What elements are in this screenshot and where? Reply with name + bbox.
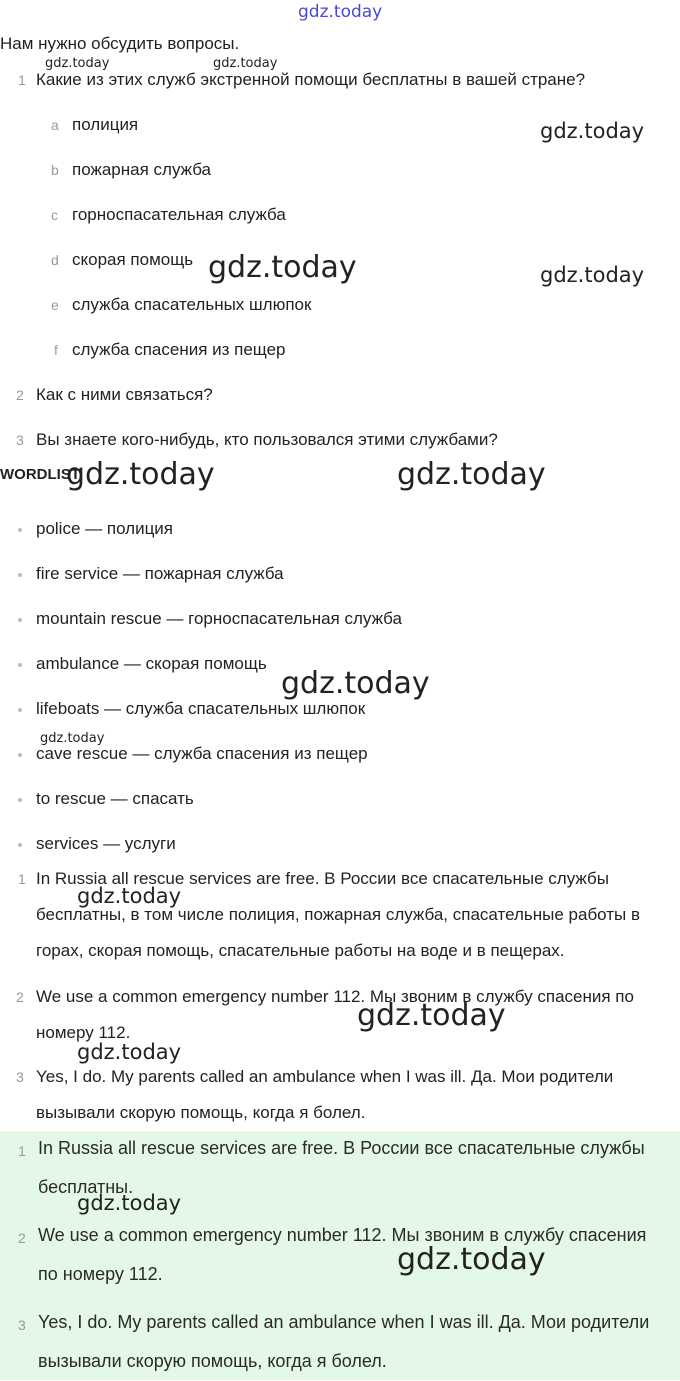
option-text: скорая помощь bbox=[72, 250, 194, 269]
option-text: горноспасательная служба bbox=[72, 205, 286, 224]
wordlist-item: services — услуги bbox=[36, 834, 176, 853]
site-watermark: gdz.today bbox=[213, 56, 278, 71]
bullet-icon bbox=[18, 843, 22, 847]
answer-text: In Russia all rescue services are free. В России все спасательные службы бесплатны, в том числе полиция, пожарная служба, спасательные работы в горах, скорая помощь, спасательные работы на воде и в пещерах. bbox=[36, 869, 641, 960]
question-number: 2 bbox=[16, 387, 24, 403]
site-watermark: gdz.today bbox=[397, 457, 546, 492]
question-text: Как с ними связаться? bbox=[36, 385, 213, 404]
site-watermark: gdz.today bbox=[77, 1040, 182, 1064]
short-answer-text: In Russia all rescue services are free. В России все спасательные службы бесплатны. bbox=[38, 1138, 645, 1197]
option-letter: a bbox=[51, 117, 59, 133]
option-letter: e bbox=[51, 297, 59, 313]
wordlist-item: to rescue — спасать bbox=[36, 789, 194, 808]
option-text: служба спасательных шлюпок bbox=[72, 295, 312, 314]
option-text: пожарная служба bbox=[72, 160, 211, 179]
bullet-icon bbox=[18, 528, 22, 532]
wordlist-item: cave rescue — служба спасения из пещер bbox=[36, 744, 368, 763]
option-text: полиция bbox=[72, 115, 139, 134]
site-watermark: gdz.today bbox=[77, 884, 182, 908]
question-number: 3 bbox=[16, 432, 24, 448]
wordlist-item: ambulance — скорая помощь bbox=[36, 654, 267, 673]
site-watermark: gdz.today bbox=[540, 263, 645, 287]
bullet-icon bbox=[18, 618, 22, 622]
short-answer-text: Yes, I do. My parents called an ambulance when I was ill. Да. Мои родители вызывали скорую помощь, когда я болел. bbox=[38, 1312, 650, 1371]
bullet-icon bbox=[18, 663, 22, 667]
answer-number: 3 bbox=[16, 1069, 24, 1085]
answer-number: 1 bbox=[18, 871, 26, 887]
question-text: Какие из этих служб экстренной помощи бесплатны в вашей стране? bbox=[36, 70, 586, 89]
site-watermark: gdz.today bbox=[66, 457, 215, 492]
site-watermark: gdz.today bbox=[40, 731, 105, 746]
short-answer-number: 1 bbox=[18, 1143, 26, 1159]
site-watermark: gdz.today bbox=[397, 1242, 546, 1277]
short-answer-text: We use a common emergency number 112. Мы звоним в службу спасения по номеру 112. bbox=[38, 1225, 647, 1284]
short-answers-panel bbox=[0, 1131, 680, 1380]
site-watermark-header: gdz.today bbox=[298, 2, 383, 22]
wordlist-item: fire service — пожарная служба bbox=[36, 564, 284, 583]
question-text: Вы знаете кого-нибудь, кто пользовался этими службами? bbox=[36, 430, 498, 449]
intro-text: Нам нужно обсудить вопросы. bbox=[0, 34, 240, 53]
bullet-icon bbox=[18, 708, 22, 712]
answer-number: 2 bbox=[16, 989, 24, 1005]
site-watermark: gdz.today bbox=[45, 56, 110, 71]
site-watermark: gdz.today bbox=[208, 250, 357, 285]
wordlist-item: police — полиция bbox=[36, 519, 174, 538]
bullet-icon bbox=[18, 573, 22, 577]
option-text: служба спасения из пещер bbox=[72, 340, 286, 359]
site-watermark: gdz.today bbox=[540, 119, 645, 143]
site-watermark: gdz.today bbox=[77, 1191, 182, 1215]
answer-text: Yes, I do. My parents called an ambulance when I was ill. Да. Мои родители вызывали скорую помощь, когда я болел. bbox=[36, 1067, 614, 1122]
site-watermark: gdz.today bbox=[357, 998, 506, 1033]
option-letter: c bbox=[51, 207, 58, 223]
answer-text: We use a common emergency number 112. Мы звоним в службу спасения по номеру 112. bbox=[36, 987, 634, 1042]
short-answer-number: 3 bbox=[18, 1317, 26, 1333]
wordlist-title: WORDLIST bbox=[0, 466, 80, 483]
wordlist-item: mountain rescue — горноспасательная служба bbox=[36, 609, 402, 628]
question-number: 1 bbox=[18, 72, 26, 88]
site-watermark: gdz.today bbox=[281, 666, 430, 701]
bullet-icon bbox=[18, 798, 22, 802]
option-letter: b bbox=[51, 162, 59, 178]
short-answer-number: 2 bbox=[18, 1230, 26, 1246]
bullet-icon bbox=[18, 753, 22, 757]
option-letter: f bbox=[54, 342, 58, 358]
option-letter: d bbox=[51, 252, 59, 268]
wordlist-item: lifeboats — служба спасательных шлюпок bbox=[36, 699, 366, 718]
